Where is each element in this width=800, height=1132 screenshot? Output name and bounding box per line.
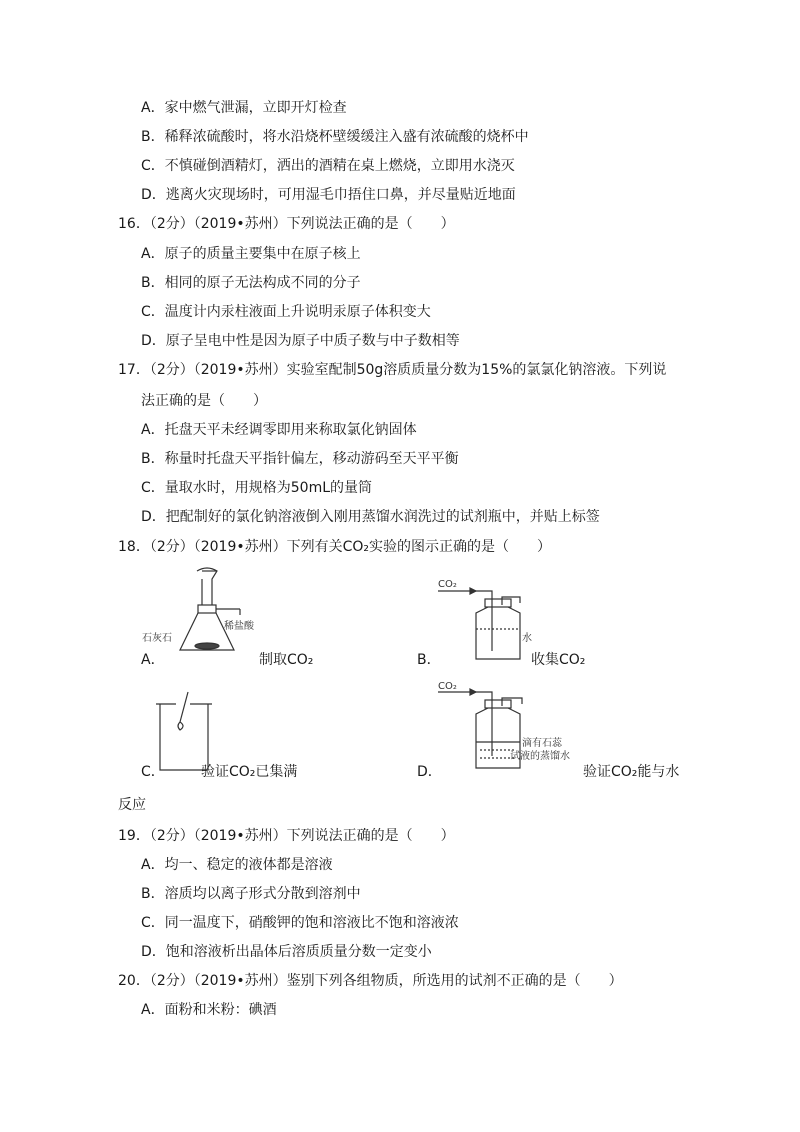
fig-d-label-distilled-water: 试液的蒸馏水 [510,751,570,762]
fig-a-caption: 制取CO₂ [259,652,314,668]
fig-a-label-acid: 稀盐酸 [224,621,254,632]
q16-option-d: D．原子呈电中性是因为原子中质子数与中子数相等 [141,333,460,349]
q17-stem-continued: 法正确的是（ ） [141,393,267,409]
fig-c-letter: C． [141,764,165,780]
q18-stem: 18．（2分）（2019•苏州）下列有关CO₂实验的图示正确的是（ ） [118,539,552,555]
q19-option-b: B．溶质均以离子形式分散到溶剂中 [141,886,361,902]
q15-option-d: D．逃离火灾现场时，可用湿毛巾捂住口鼻，并尽量贴近地面 [141,187,516,203]
q17-option-b: B．称量时托盘天平指针偏左，移动游码至天平平衡 [141,451,459,467]
q17-option-c: C．量取水时，用规格为50mL的量筒 [141,480,373,496]
q19-option-c: C．同一温度下，硝酸钾的饱和溶液比不饱和溶液浓 [141,915,459,931]
q19-stem: 19．（2分）（2019•苏州）下列说法正确的是（ ） [118,828,455,844]
q15-option-c: C．不慎碰倒酒精灯，洒出的酒精在桌上燃烧，立即用水浇灭 [141,158,515,174]
q16-option-c: C．温度计内汞柱液面上升说明汞原子体积变大 [141,304,431,320]
q16-option-a: A．原子的质量主要集中在原子核上 [141,246,361,262]
figure-b-co2-collection-bottle [430,575,540,665]
q17-option-d: D．把配制好的氯化钠溶液倒入刚用蒸馏水润洗过的试剂瓶中，并贴上标签 [141,509,600,525]
fig-d-label-co2: CO₂ [438,681,457,692]
q17-option-a: A．托盘天平未经调零即用来称取氯化钠固体 [141,422,417,438]
fig-d-label-litmus: 滴有石蕊 [522,738,562,749]
q16-stem: 16．（2分）（2019•苏州）下列说法正确的是（ ） [118,216,455,232]
fig-d-caption: 验证CO₂能与水 [583,764,680,780]
fig-c-caption: 验证CO₂已集满 [201,764,298,780]
figure-d-co2-water-bottle [430,680,570,775]
q15-option-a: A．家中燃气泄漏，立即开灯检查 [141,100,347,116]
fig-b-letter: B． [417,652,441,668]
q20-stem: 20．（2分）（2019•苏州）鉴别下列各组物质，所选用的试剂不正确的是（ ） [118,973,623,989]
fig-d-caption-wrap: 反应 [118,797,146,813]
fig-a-letter: A． [141,652,165,668]
fig-d-letter: D． [417,764,442,780]
q16-option-b: B．相同的原子无法构成不同的分子 [141,275,361,291]
q17-stem: 17．（2分）（2019•苏州）实验室配制50g溶质质量分数为15%的氯氯化钠溶液。下列说 [118,362,667,378]
q15-option-b: B．稀释浓硫酸时，将水沿烧杯壁缓缓注入盛有浓硫酸的烧杯中 [141,129,529,145]
fig-a-label-limestone: 石灰石 [142,633,172,644]
q19-option-a: A．均一、稳定的液体都是溶液 [141,857,333,873]
fig-b-label-co2: CO₂ [438,579,457,590]
fig-b-label-water: 水 [522,633,532,644]
q19-option-d: D．饱和溶液析出晶体后溶质质量分数一定变小 [141,944,432,960]
q20-option-a: A．面粉和米粉：碘酒 [141,1002,277,1018]
fig-b-caption: 收集CO₂ [531,652,586,668]
